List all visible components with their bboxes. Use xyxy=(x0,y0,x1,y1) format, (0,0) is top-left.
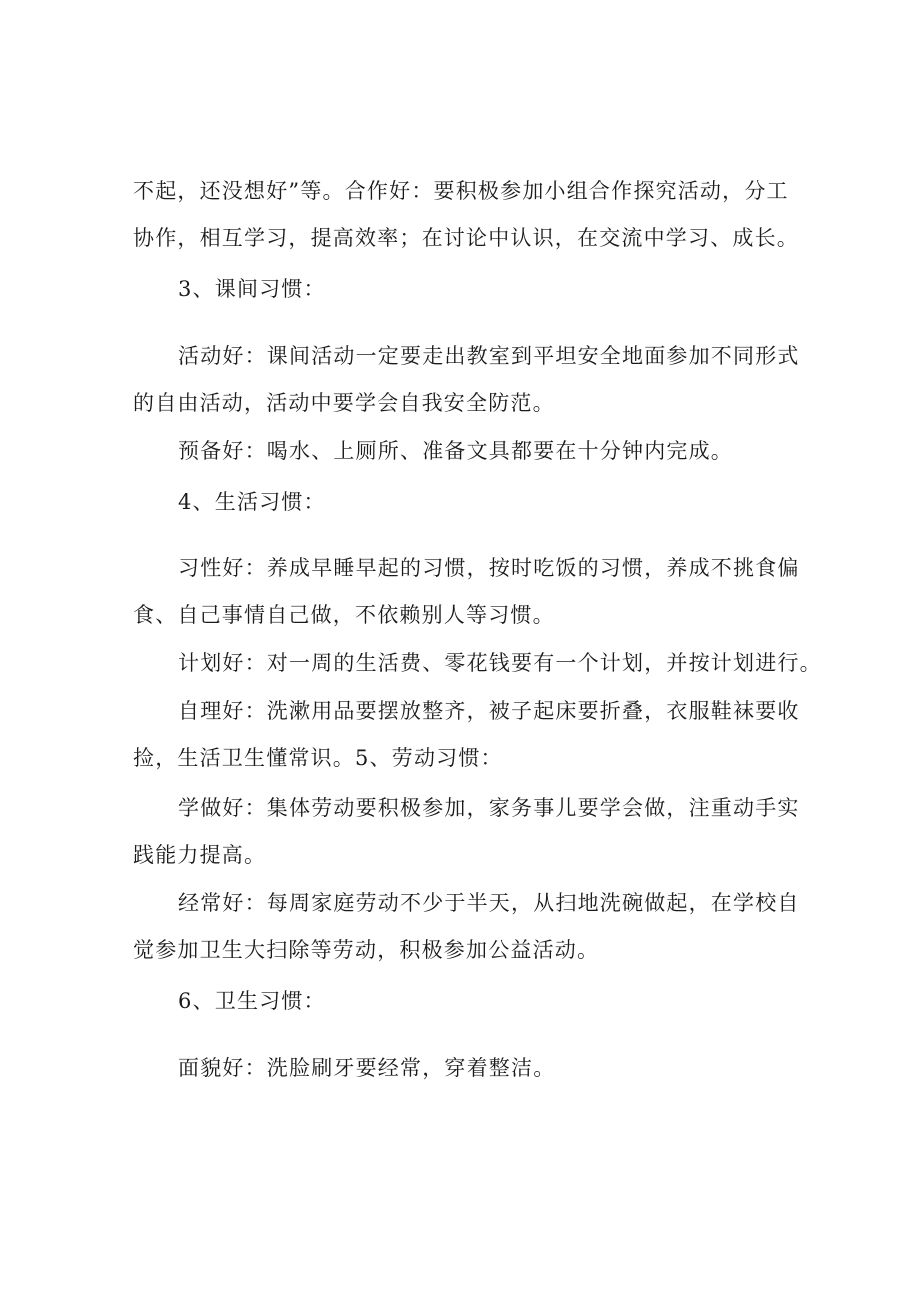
text-line: 习性好：养成早睡早起的习惯，按时吃饭的习惯，养成不挑食偏 xyxy=(178,556,800,580)
text-line: 预备好：喝水、上厕所、准备文具都要在十分钟内完成。 xyxy=(178,439,733,463)
text-line: 经常好：每周家庭劳动不少于半天，从扫地洗碗做起，在学校自 xyxy=(178,891,800,915)
text-line: 学做好：集体劳动要积极参加，家务事儿要学会做，注重动手实 xyxy=(178,796,800,820)
text-line: 捡，生活卫生懂常识。5、劳动习惯： xyxy=(133,746,503,770)
text-line: 的自由活动，活动中要学会自我安全防范。 xyxy=(133,391,555,415)
text-line: 食、自己事情自己做，不依赖别人等习惯。 xyxy=(133,603,555,627)
text-line: 自理好：洗漱用品要摆放整齐，被子起床要折叠，衣服鞋袜要收 xyxy=(178,699,800,723)
section-heading: 6、卫生习惯： xyxy=(178,989,326,1013)
text-line: 不起，还没想好”等。合作好：要积极参加小组合作探究活动，分工 xyxy=(133,179,789,203)
section-heading: 3、课间习惯： xyxy=(178,277,326,301)
text-line: 觉参加卫生大扫除等劳动，积极参加公益活动。 xyxy=(133,938,600,962)
text-line: 践能力提高。 xyxy=(133,843,267,867)
section-heading: 4、生活习惯： xyxy=(178,490,326,514)
text-line: 活动好：课间活动一定要走出教室到平坦安全地面参加不同形式 xyxy=(178,344,800,368)
text-line: 协作，相互学习，提高效率；在讨论中认识，在交流中学习、成长。 xyxy=(133,226,799,250)
text-line: 计划好：对一周的生活费、零花钱要有一个计划，并按计划进行。 xyxy=(178,651,822,675)
text-line: 面貌好：洗脸刷牙要经常，穿着整洁。 xyxy=(178,1056,556,1080)
